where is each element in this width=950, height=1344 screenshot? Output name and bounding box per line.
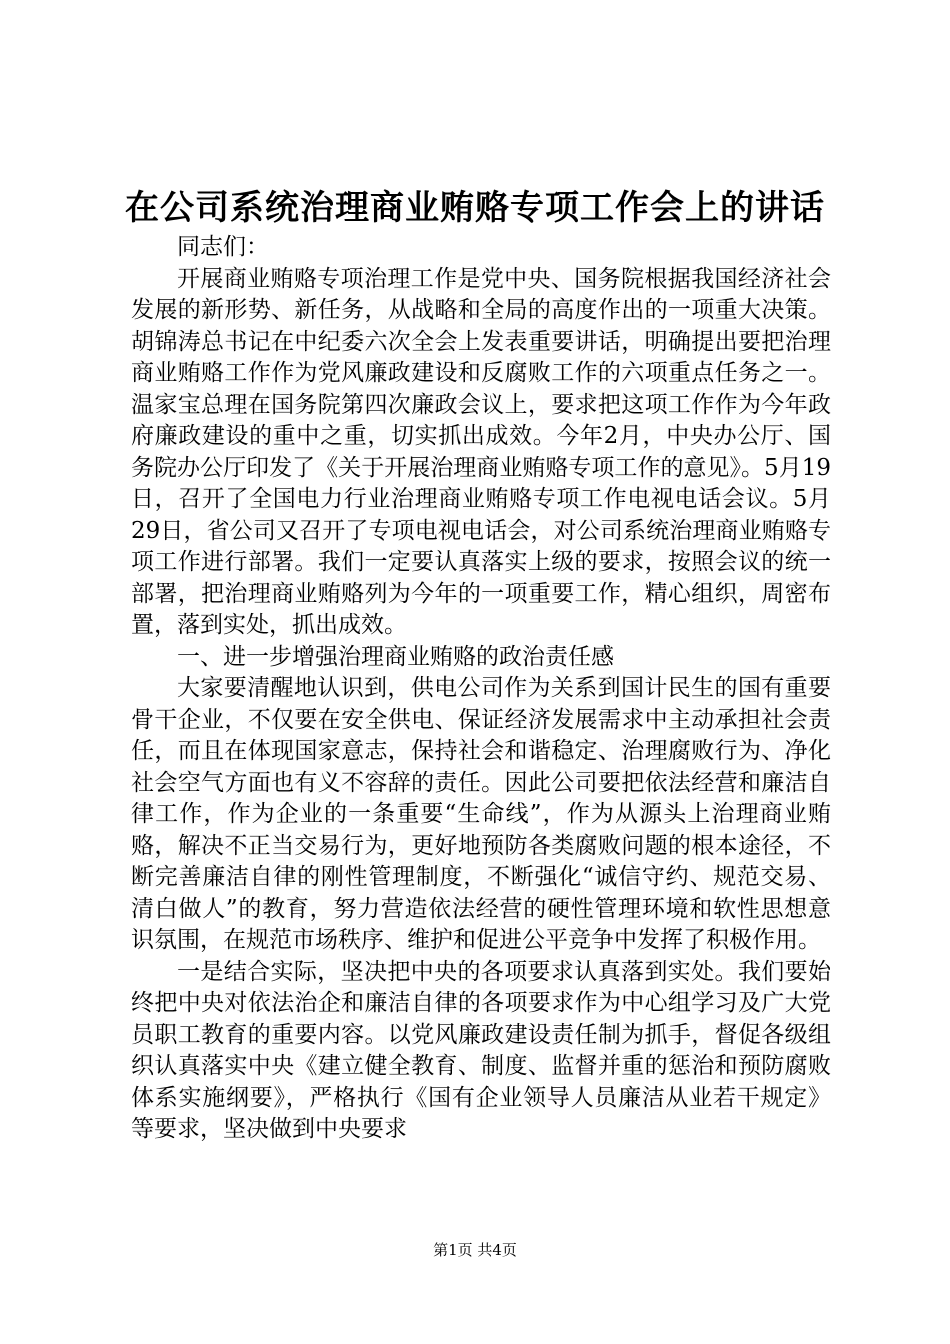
- paragraph-responsibility: 大家要清醒地认识到，供电公司作为关系到国计民生的国有重要骨干企业，不仅要在安全供电、保证经济发展需求中主动承担社会责任，而且在体现国家意志，保持社会和谐稳定、治理腐败行为、净化社会空气方面也有义不容辞的责任。因此公司要把依法经营和廉洁自律工作，作为企业的一条重要“生命线”，作为从源头上治理商业贿赂，解决不正当交易行为，更好地预防各类腐败问题的根本途径，不断完善廉洁自律的刚性管理制度，不断强化“诚信守约、规范交易、清白做人”的教育，努力营造依法经营的硬性管理环境和软性思想意识氛围，在规范市场秩序、维护和促进公平竞争中发挥了积极作用。: [131, 675, 831, 953]
- paragraph-point-1: 一是结合实际，坚决把中央的各项要求认真落到实处。我们要始终把中央对依法治企和廉洁自律的各项要求作为中心组学习及广大党员职工教育的重要内容。以党风廉政建设责任制为抓手，督促各级组织认真落实中央《建立健全教育、制度、监督并重的惩治和预防腐败体系实施纲要》，严格执行《国有企业领导人员廉洁从业若干规定》等要求，坚决做到中央要求: [131, 958, 831, 1142]
- page-number-footer: 第1页 共4页: [433, 1241, 517, 1259]
- section-heading-1: 一、进一步增强治理商业贿赂的政治责任感: [177, 643, 614, 670]
- document-body: [131, 232, 831, 1146]
- document-title: 在公司系统治理商业贿赂专项工作会上的讲话: [125, 188, 825, 228]
- paragraph-salutation: 同志们：: [177, 234, 269, 260]
- paragraph-intro: 开展商业贿赂专项治理工作是党中央、国务院根据我国经济社会发展的新形势、新任务，从战略和全局的高度作出的一项重大决策。胡锦涛总书记在中纪委六次全会上发表重要讲话，明确提出要把治理商业贿赂工作作为党风廉政建设和反腐败工作的六项重点任务之一。温家宝总理在国务院第四次廉政会议上，要求把这项工作作为今年政府廉政建设的重中之重，切实抓出成效。今年2月，中央办公厅、国务院办公厅印发了《关于开展治理商业贿赂专项工作的意见》。5月19日，召开了全国电力行业治理商业贿赂专项工作电视电话会议。5月29日，省公司又召开了专项电视电话会，对公司系统治理商业贿赂专项工作进行部署。我们一定要认真落实上级的要求，按照会议的统一部署，把治理商业贿赂列为今年的一项重要工作，精心组织，周密布置，落到实处，抓出成效。: [131, 265, 831, 638]
